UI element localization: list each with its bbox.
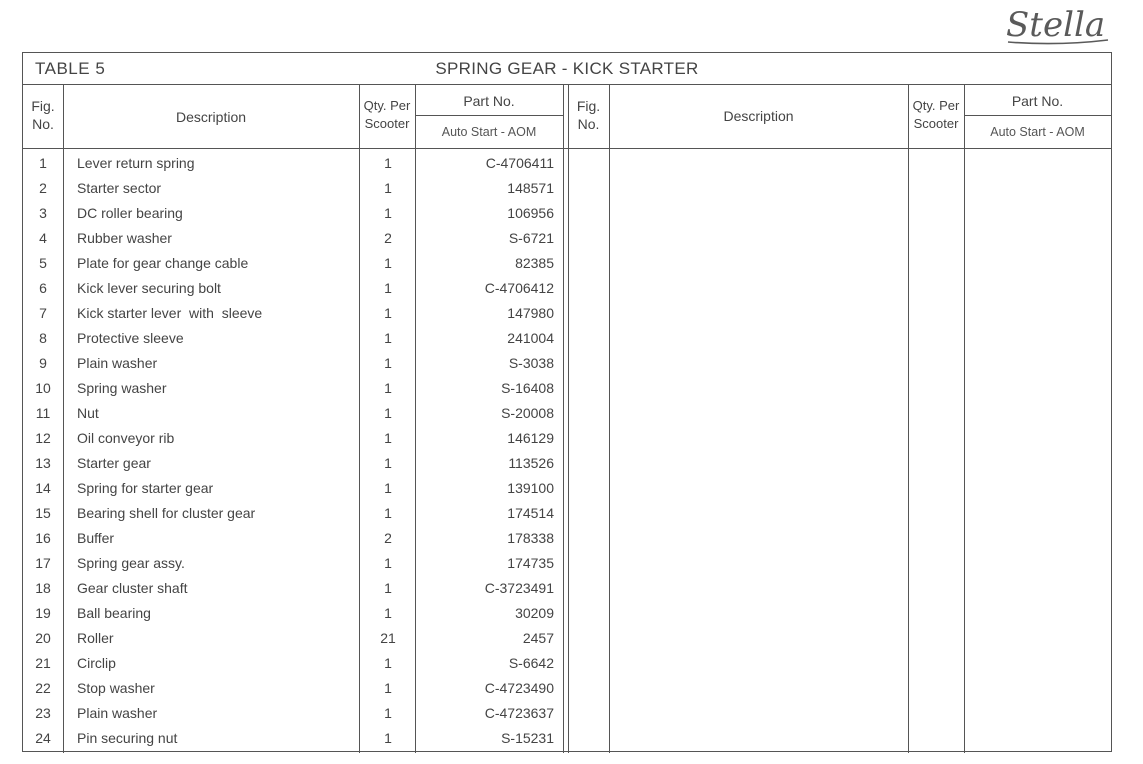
table-row <box>23 626 1111 651</box>
part-description: Bearing shell for cluster gear <box>77 505 256 521</box>
part-number: 139100 <box>507 480 554 496</box>
part-number: 106956 <box>507 205 554 221</box>
quantity: 2 <box>384 530 392 546</box>
table-title-bar <box>23 53 1111 85</box>
fig-number: 7 <box>39 305 47 321</box>
table-row <box>23 526 1111 551</box>
part-description: Spring gear assy. <box>77 555 185 571</box>
part-number: C-3723491 <box>484 580 554 596</box>
table-row <box>23 676 1111 701</box>
fig-number: 5 <box>39 255 47 271</box>
table-row <box>23 451 1111 476</box>
part-number: S-3038 <box>508 355 554 371</box>
part-number: S-6721 <box>508 230 554 246</box>
fig-number: 6 <box>39 280 47 296</box>
part-description: Stop washer <box>77 680 155 696</box>
header-qty-per-scooter-right: Qty. Per Scooter <box>912 98 960 131</box>
header-part-no-right: Part No. <box>1011 93 1064 109</box>
header-auto-start-aom-right: Auto Start - AOM <box>990 125 1085 139</box>
part-description: Oil conveyor rib <box>77 430 175 446</box>
part-number: 113526 <box>508 455 554 471</box>
part-number: 2457 <box>522 630 554 646</box>
table-row <box>23 426 1111 451</box>
part-description: Nut <box>77 405 99 421</box>
part-number: C-4706412 <box>484 280 554 296</box>
table-row <box>23 701 1111 726</box>
header-fig-no-right: Fig. No. <box>576 98 601 132</box>
table-title: SPRING GEAR - KICK STARTER <box>435 59 699 78</box>
fig-number: 19 <box>35 605 51 621</box>
fig-number: 11 <box>35 405 51 421</box>
fig-number: 12 <box>35 430 51 446</box>
quantity: 1 <box>384 180 392 196</box>
table-row <box>23 576 1111 601</box>
quantity: 1 <box>384 255 392 271</box>
part-description: Pin securing nut <box>77 730 178 746</box>
quantity: 1 <box>384 555 392 571</box>
quantity: 1 <box>384 605 392 621</box>
quantity: 1 <box>384 680 392 696</box>
part-number: C-4723637 <box>484 705 554 721</box>
part-number: S-20008 <box>501 405 554 421</box>
fig-number: 16 <box>35 530 51 546</box>
header-part-no: Part No. <box>463 93 515 109</box>
part-description: Gear cluster shaft <box>77 580 188 596</box>
quantity: 1 <box>384 730 392 746</box>
part-number: 30209 <box>515 605 554 621</box>
table-row <box>23 601 1111 626</box>
quantity: 1 <box>384 580 392 596</box>
table-row <box>23 726 1111 751</box>
quantity: 1 <box>384 355 392 371</box>
part-number: C-4706411 <box>485 155 554 171</box>
fig-number: 20 <box>35 630 51 646</box>
part-number: C-4723490 <box>484 680 554 696</box>
part-description: Circlip <box>77 655 116 671</box>
part-description: Spring washer <box>77 380 167 396</box>
table-row <box>23 476 1111 501</box>
part-description: Plate for gear change cable <box>77 255 249 271</box>
fig-number: 21 <box>35 655 51 671</box>
table-number: TABLE 5 <box>35 59 106 78</box>
quantity: 1 <box>384 705 392 721</box>
header-description: Description <box>175 109 247 125</box>
table-row <box>23 376 1111 401</box>
quantity: 1 <box>384 480 392 496</box>
part-description: DC roller bearing <box>77 205 183 221</box>
quantity: 2 <box>384 230 392 246</box>
part-description: Kick starter lever with sleeve <box>77 305 263 321</box>
quantity: 1 <box>384 430 392 446</box>
part-number: 82385 <box>515 255 554 271</box>
fig-number: 9 <box>39 355 47 371</box>
part-number: 148571 <box>507 180 554 196</box>
part-number: S-16408 <box>501 380 554 396</box>
part-description: Starter sector <box>77 180 162 196</box>
part-description: Spring for starter gear <box>77 480 214 496</box>
quantity: 1 <box>384 380 392 396</box>
table-row <box>23 251 1111 276</box>
quantity: 1 <box>384 655 392 671</box>
part-number: S-15231 <box>501 730 554 746</box>
fig-number: 24 <box>35 730 51 746</box>
quantity: 1 <box>384 305 392 321</box>
quantity: 1 <box>384 205 392 221</box>
fig-number: 15 <box>35 505 51 521</box>
quantity: 21 <box>380 630 396 646</box>
header-qty-per-scooter: Qty. Per Scooter <box>363 98 411 131</box>
table-row <box>23 151 1111 176</box>
table-row <box>23 176 1111 201</box>
quantity: 1 <box>384 280 392 296</box>
quantity: 1 <box>384 405 392 421</box>
part-number: S-6642 <box>508 655 554 671</box>
part-number: 174514 <box>507 505 554 521</box>
fig-number: 4 <box>39 230 47 246</box>
svg-text:Stella: Stella <box>1006 5 1106 45</box>
table-row <box>23 551 1111 576</box>
part-description: Roller <box>77 630 114 646</box>
part-description: Kick lever securing bolt <box>77 280 221 296</box>
part-number: 147980 <box>507 305 554 321</box>
part-description: Starter gear <box>77 455 151 471</box>
fig-number: 22 <box>35 680 51 696</box>
table-row <box>23 301 1111 326</box>
fig-number: 3 <box>39 205 47 221</box>
fig-number: 2 <box>39 180 47 196</box>
fig-number: 8 <box>39 330 47 346</box>
table-row <box>23 201 1111 226</box>
fig-number: 14 <box>35 480 51 496</box>
header-auto-start-aom: Auto Start - AOM <box>441 125 537 139</box>
part-description: Rubber washer <box>77 230 172 246</box>
table-row <box>23 651 1111 676</box>
table-row <box>23 276 1111 301</box>
table-row <box>23 326 1111 351</box>
quantity: 1 <box>384 155 392 171</box>
table-row <box>23 401 1111 426</box>
part-description: Protective sleeve <box>77 330 184 346</box>
table-row <box>23 226 1111 251</box>
fig-number: 18 <box>35 580 51 596</box>
header-description-right: Description <box>723 108 794 124</box>
part-description: Ball bearing <box>77 605 151 621</box>
part-description: Lever return spring <box>77 155 195 171</box>
part-number: 146129 <box>507 430 554 446</box>
parts-table <box>22 52 1112 752</box>
table-row <box>23 501 1111 526</box>
part-number: 241004 <box>507 330 554 346</box>
fig-number: 1 <box>39 155 47 171</box>
stella-logo <box>1004 2 1112 48</box>
part-number: 178338 <box>507 530 554 546</box>
fig-number: 17 <box>35 555 51 571</box>
fig-number: 23 <box>35 705 51 721</box>
part-number: 174735 <box>507 555 554 571</box>
part-description: Buffer <box>77 530 115 546</box>
part-description: Plain washer <box>77 355 158 371</box>
fig-number: 10 <box>35 380 51 396</box>
quantity: 1 <box>384 455 392 471</box>
header-fig-no: Fig. No. <box>31 98 55 132</box>
fig-number: 13 <box>35 455 51 471</box>
quantity: 1 <box>384 505 392 521</box>
quantity: 1 <box>384 330 392 346</box>
part-description: Plain washer <box>77 705 158 721</box>
table-row <box>23 351 1111 376</box>
